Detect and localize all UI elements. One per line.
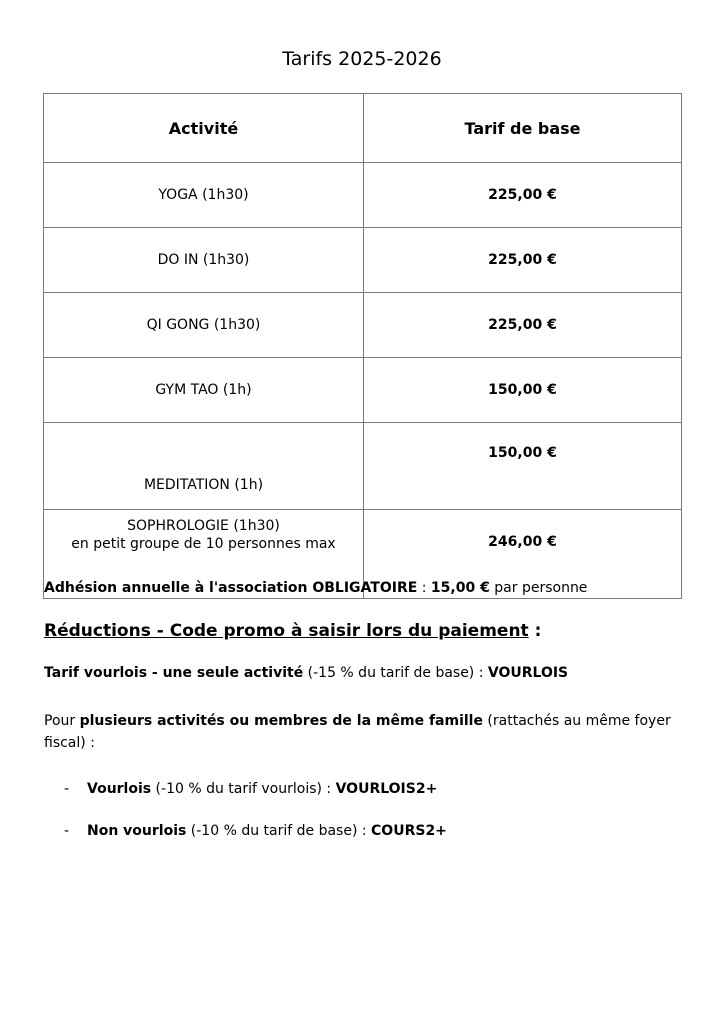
price-cell: 150,00 € — [364, 423, 682, 510]
tarifs-table — [43, 93, 682, 599]
adhesion-line: Adhésion annuelle à l'association OBLIGATOIRE : 15,00 € par personne — [44, 580, 588, 596]
table-row — [44, 163, 682, 228]
activity-cell: GYM TAO (1h) — [44, 358, 364, 423]
activity-cell: MEDITATION (1h) — [44, 423, 364, 510]
table-row — [44, 228, 682, 293]
bullet-text: Non vourlois (-10 % du tarif de base) : COURS2+ — [87, 823, 447, 839]
price-cell: 246,00 € — [364, 510, 682, 599]
column-header-activite: Activité — [44, 94, 364, 163]
price-cell: 225,00 € — [364, 228, 682, 293]
table-header-row — [44, 94, 682, 163]
page-title: Tarifs 2025-2026 — [282, 48, 442, 70]
price-cell: 225,00 € — [364, 293, 682, 358]
activity-name: SOPHROLOGIE (1h30) — [127, 518, 280, 534]
activity-cell: DO IN (1h30) — [44, 228, 364, 293]
activity-cell: QI GONG (1h30) — [44, 293, 364, 358]
reductions-heading: Réductions - Code promo à saisir lors du paiement : — [44, 621, 542, 641]
price-cell: 150,00 € — [364, 358, 682, 423]
bullet-dash: - — [64, 823, 70, 839]
table-row — [44, 358, 682, 423]
table-row — [44, 423, 682, 510]
activity-subtitle: en petit groupe de 10 personnes max — [71, 536, 336, 552]
bullet-dash: - — [64, 781, 70, 797]
bullet-text: Vourlois (-10 % du tarif vourlois) : VOURLOIS2+ — [87, 781, 438, 797]
multi-activity-line: Pour plusieurs activités ou membres de la même famille (rattachés au même foyer fiscal) : — [44, 713, 671, 751]
single-activity-line: Tarif vourlois - une seule activité (-15 % du tarif de base) : VOURLOIS — [44, 665, 569, 681]
table-row — [44, 293, 682, 358]
column-header-tarif: Tarif de base — [364, 94, 682, 163]
activity-cell: YOGA (1h30) — [44, 163, 364, 228]
price-cell: 225,00 € — [364, 163, 682, 228]
